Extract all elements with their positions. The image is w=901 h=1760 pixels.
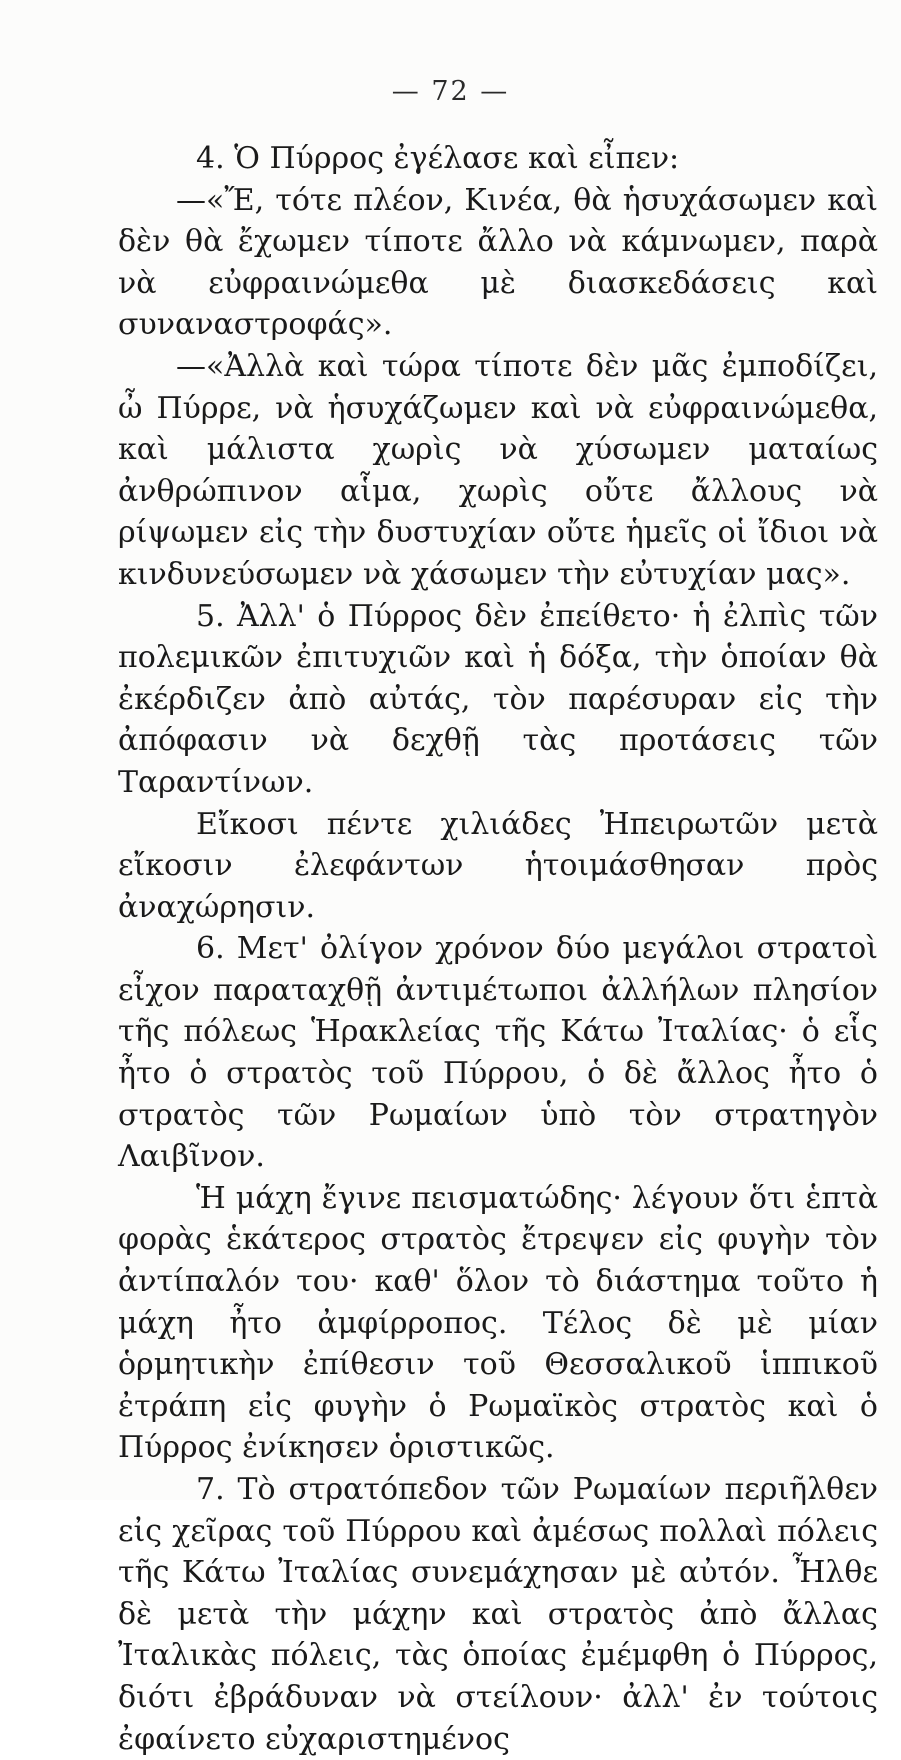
paragraph: Εἴκοσι πέντε χιλιάδες Ἠπειρωτῶν μετὰ εἴκοσιν ἐλεφάντων ἡτοιμάσθησαν πρὸς ἀναχώρησιν.: [118, 806, 878, 925]
page-number: — 72 —: [391, 76, 510, 107]
paragraph: 5. Ἀλλ' ὁ Πύρρος δὲν ἐπείθετο· ἡ ἐλπὶς τῶν πολεμικῶν ἐπιτυχιῶν καὶ ἡ δόξα, τὴν ὁποίαν θὰ ἐκέρδιζεν ἀπὸ αὐτάς, τὸν παρέσυραν εἰς τὴν ἀπόφασιν νὰ δεχθῇ τὰς προτάσεις τῶν Ταραντίνων.: [118, 598, 878, 800]
paragraph: —«Ἔ, τότε πλέον, Κινέα, θὰ ἡσυχάσωμεν καὶ δὲν θὰ ἔχωμεν τίποτε ἄλλο νὰ κάμνωμεν, παρὰ νὰ εὐφραινώμεθα μὲ διασκεδάσεις καὶ συναναστροφάς».: [118, 182, 878, 343]
paragraph: 4. Ὁ Πύρρος ἐγέλασε καὶ εἶπεν:: [196, 141, 680, 176]
body-text: [118, 138, 878, 1760]
paragraph: 6. Μετ' ὀλίγον χρόνον δύο μεγάλοι στρατοὶ εἶχον παραταχθῇ ἀντιμέτωποι ἀλλήλων πλησίον τῆς πόλεως Ἡρακλείας τῆς Κάτω Ἰταλίας· ὁ εἷς ἦτο ὁ στρατὸς τοῦ Πύρρου, ὁ δὲ ἄλλος ἦτο ὁ στρατὸς τῶν Ρωμαίων ὑπὸ τὸν στρατηγὸν Λαιβῖνον.: [118, 931, 878, 1175]
paragraph: Ἡ μάχη ἔγινε πεισματώδης· λέγουν ὅτι ἑπτὰ φορὰς ἑκάτερος στρατὸς ἔτρεψεν εἰς φυγὴν τὸν ἀντίπαλόν του· καθ' ὅλον τὸ διάστημα τοῦτο ἡ μάχη ἦτο ἀμφίρροπος. Τέλος δὲ μὲ μίαν ὁρμητικὴν ἐπίθεσιν τοῦ Θεσσαλικοῦ ἱππικοῦ ἐτράπη εἰς φυγὴν ὁ Ρωμαϊκὸς στρατὸς καὶ ὁ Πύρρος ἐνίκησεν ὁριστικῶς.: [118, 1180, 878, 1466]
paragraph: 7. Τὸ στρατόπεδον τῶν Ρωμαίων περιῆλθεν εἰς χεῖρας τοῦ Πύρρου καὶ ἀμέσως πολλαὶ πόλεις τῆς Κάτω Ἰταλίας συνεμάχησαν μὲ αὐτόν. Ἦλθε δὲ μετὰ τὴν μάχην καὶ στρατὸς ἀπὸ ἄλλας Ἰταλικὰς πόλεις, τὰς ὁποίας ἐμέμφθη ὁ Πύρρος, διότι ἐβράδυναν νὰ στείλουν· ἀλλ' ἐν τούτοις ἐφαίνετο εὐχαριστημένος: [118, 1472, 878, 1757]
paragraph: —«Ἀλλὰ καὶ τώρα τίποτε δὲν μᾶς ἐμποδίζει, ὦ Πύρρε, νὰ ἡσυχάζωμεν καὶ νὰ εὐφραινώμεθα, καὶ μάλιστα χωρὶς νὰ χύσωμεν ματαίως ἀνθρώπινον αἷμα, χωρὶς οὔτε ἄλλους νὰ ρίψωμεν εἰς τὴν δυστυχίαν οὔτε ἡμεῖς οἱ ἴδιοι νὰ κινδυνεύσωμεν νὰ χάσωμεν τὴν εὐτυχίαν μας».: [118, 348, 878, 592]
